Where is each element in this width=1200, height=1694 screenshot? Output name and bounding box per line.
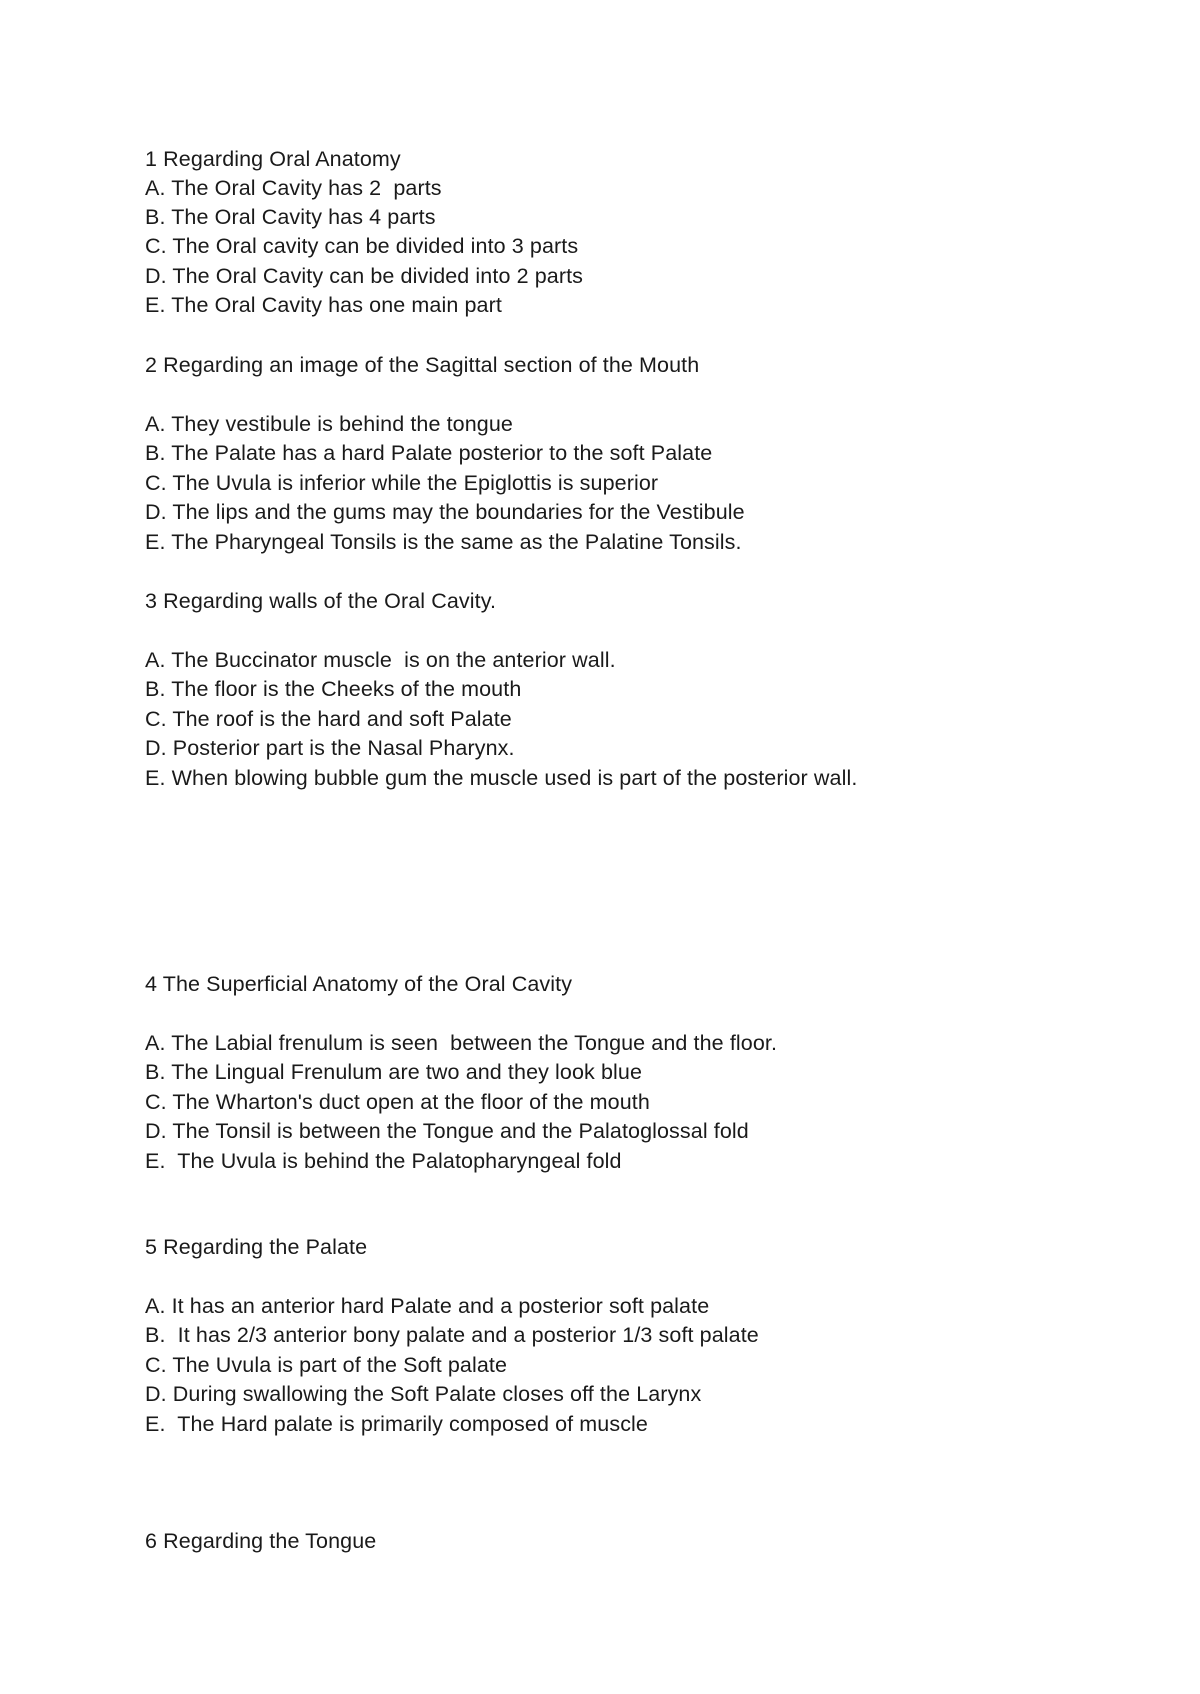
question-4-option-c: C. The Wharton's duct open at the floor of the mouth [145,1090,650,1114]
question-3-stem: 3 Regarding walls of the Oral Cavity. [145,589,497,613]
question-5-option-b: B. It has 2/3 anterior bony palate and a posterior 1/3 soft palate [145,1323,759,1347]
question-4-option-e: E. The Uvula is behind the Palatopharyngeal fold [145,1149,622,1173]
question-2-option-a: A. They vestibule is behind the tongue [145,412,513,436]
question-2-option-e: E. The Pharyngeal Tonsils is the same as the Palatine Tonsils. [145,530,742,554]
question-4-option-b: B. The Lingual Frenulum are two and they look blue [145,1060,643,1084]
question-2-stem: 2 Regarding an image of the Sagittal section of the Mouth [145,353,700,377]
question-1-option-a: A. The Oral Cavity has 2 parts [145,176,442,200]
question-1-option-c: C. The Oral cavity can be divided into 3 parts [145,234,579,258]
question-5-option-c: C. The Uvula is part of the Soft palate [145,1353,508,1377]
question-4-option-a: A. The Labial frenulum is seen between the Tongue and the floor. [145,1031,778,1055]
question-2-option-c: C. The Uvula is inferior while the Epiglottis is superior [145,471,659,495]
question-6-stem: 6 Regarding the Tongue [145,1529,377,1553]
question-4-stem: 4 The Superficial Anatomy of the Oral Cavity [145,972,573,996]
question-3-option-d: D. Posterior part is the Nasal Pharynx. [145,736,515,760]
question-1-option-b: B. The Oral Cavity has 4 parts [145,205,436,229]
question-3-option-a: A. The Buccinator muscle is on the anterior wall. [145,648,616,672]
question-1-option-d: D. The Oral Cavity can be divided into 2 parts [145,264,584,288]
question-5-stem: 5 Regarding the Palate [145,1235,368,1259]
question-3-option-e: E. When blowing bubble gum the muscle used is part of the posterior wall. [145,766,858,790]
question-5-option-d: D. During swallowing the Soft Palate closes off the Larynx [145,1382,702,1406]
question-1-stem: 1 Regarding Oral Anatomy [145,147,401,171]
question-4-option-d: D. The Tonsil is between the Tongue and the Palatoglossal fold [145,1119,749,1143]
question-1-option-e: E. The Oral Cavity has one main part [145,293,502,317]
question-5-option-a: A. It has an anterior hard Palate and a posterior soft palate [145,1294,710,1318]
question-5-option-e: E. The Hard palate is primarily composed of muscle [145,1412,648,1436]
question-2-option-b: B. The Palate has a hard Palate posterior to the soft Palate [145,441,713,465]
question-3-option-c: C. The roof is the hard and soft Palate [145,707,512,731]
question-3-option-b: B. The floor is the Cheeks of the mouth [145,677,522,701]
question-2-option-d: D. The lips and the gums may the boundaries for the Vestibule [145,500,745,524]
